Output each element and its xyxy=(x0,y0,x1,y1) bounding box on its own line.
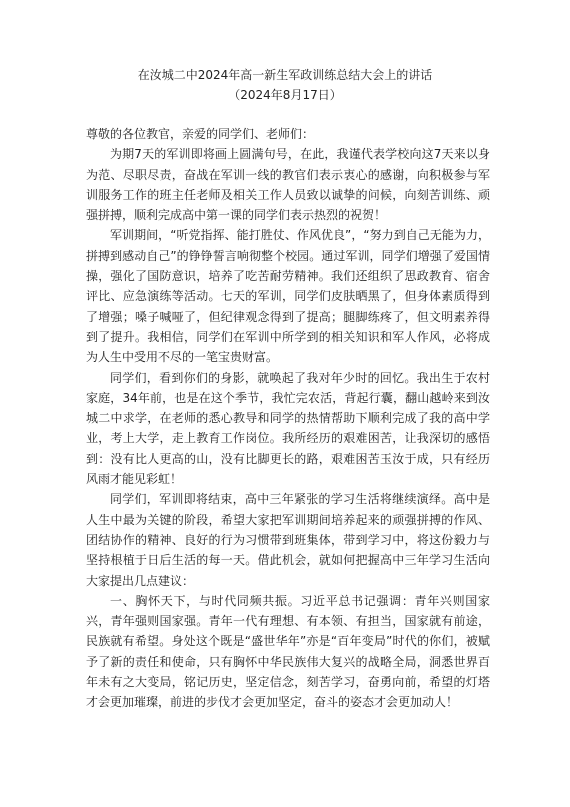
document-title: 在汝城二中2024年高一新生军政训练总结大会上的讲话 xyxy=(137,68,433,82)
greeting: 尊敬的各位教官，亲爱的同学们、老师们： xyxy=(86,127,315,141)
document-date: （2024年8月17日） xyxy=(228,88,342,102)
paragraph-training-review: 军训期间，“听党指挥、能打胜仗、作风优良”，“努力到自己无能为力，拼搏到感动自己”的铮铮誓言响彻整个校园。通过军训，同学们增强了爱国情操，强化了国防意识，培养了吃苦耐劳精神。我们还组织了思政教育、宿舍评比、应急演练等活动。七天的军训，同学们皮肤晒黑了，但身体素质得到了增强；嗓子喊哑了，但纪律观念得到了提高；腿脚练疼了，但文明素养得到了提升。我相信，同学们在军训中所学到的相关知识和军人作风，必将成为人生中受用不尽的一笔宝贵财富。 xyxy=(86,228,490,365)
paragraph-personal-memory: 同学们，看到你们的身影，就唤起了我对年少时的回忆。我出生于农村家庭，34年前，也是在这个季节，我忙完农活，背起行囊，翻山越岭来到汝城二中求学，在老师的悉心教导和同学的热情帮助下顺利完成了我的高中学业，考上大学，走上教育工作岗位。我所经历的艰难困苦，让我深切的感悟到：没有比人更高的山，没有比脚更长的路，艰难困苦玉汝于成，只有经历风雨才能见彩虹！ xyxy=(86,370,490,487)
document-body xyxy=(86,124,490,713)
paragraph-high-school-advice: 同学们，军训即将结束，高中三年紧张的学习生活将继续演绎。高中是人生中最为关键的阶段，希望大家把军训期间培养起来的顽强拼搏的作风、团结协作的精神、良好的行为习惯带到班集体，带到学习中，将这份毅力与坚持根植于日后生活的每一天。借此机会，就如何把握高中三年学习生活向大家提出几点建议： xyxy=(86,492,490,588)
paragraph-suggestion-one: 一、胸怀天下，与时代同频共振。习近平总书记强调：青年兴则国家兴，青年强则国家强。青年一代有理想、有本领、有担当，国家就有前途，民族就有希望。身处这个既是“盛世华年”亦是“百年变局”时代的你们，被赋予了新的责任和使命，只有胸怀中华民族伟大复兴的战略全局，洞悉世界百年未有之大变局，铭记历史，坚定信念，刻苦学习，奋勇向前，希望的灯塔才会更加璀璨，前进的步伐才会更加坚定，奋斗的姿态才会更加动人！ xyxy=(86,593,490,710)
paragraph-thanks: 为期7天的军训即将画上圆满句号，在此，我谨代表学校向这7天来以身为范、尽职尽责，奋战在军训一线的教官们表示衷心的感谢，向积极参与军训服务工作的班主任老师及相关工作人员致以诚挚的问候，向刻苦训练、顽强拼搏，顺利完成高中第一课的同学们表示热烈的祝贺！ xyxy=(86,147,490,223)
